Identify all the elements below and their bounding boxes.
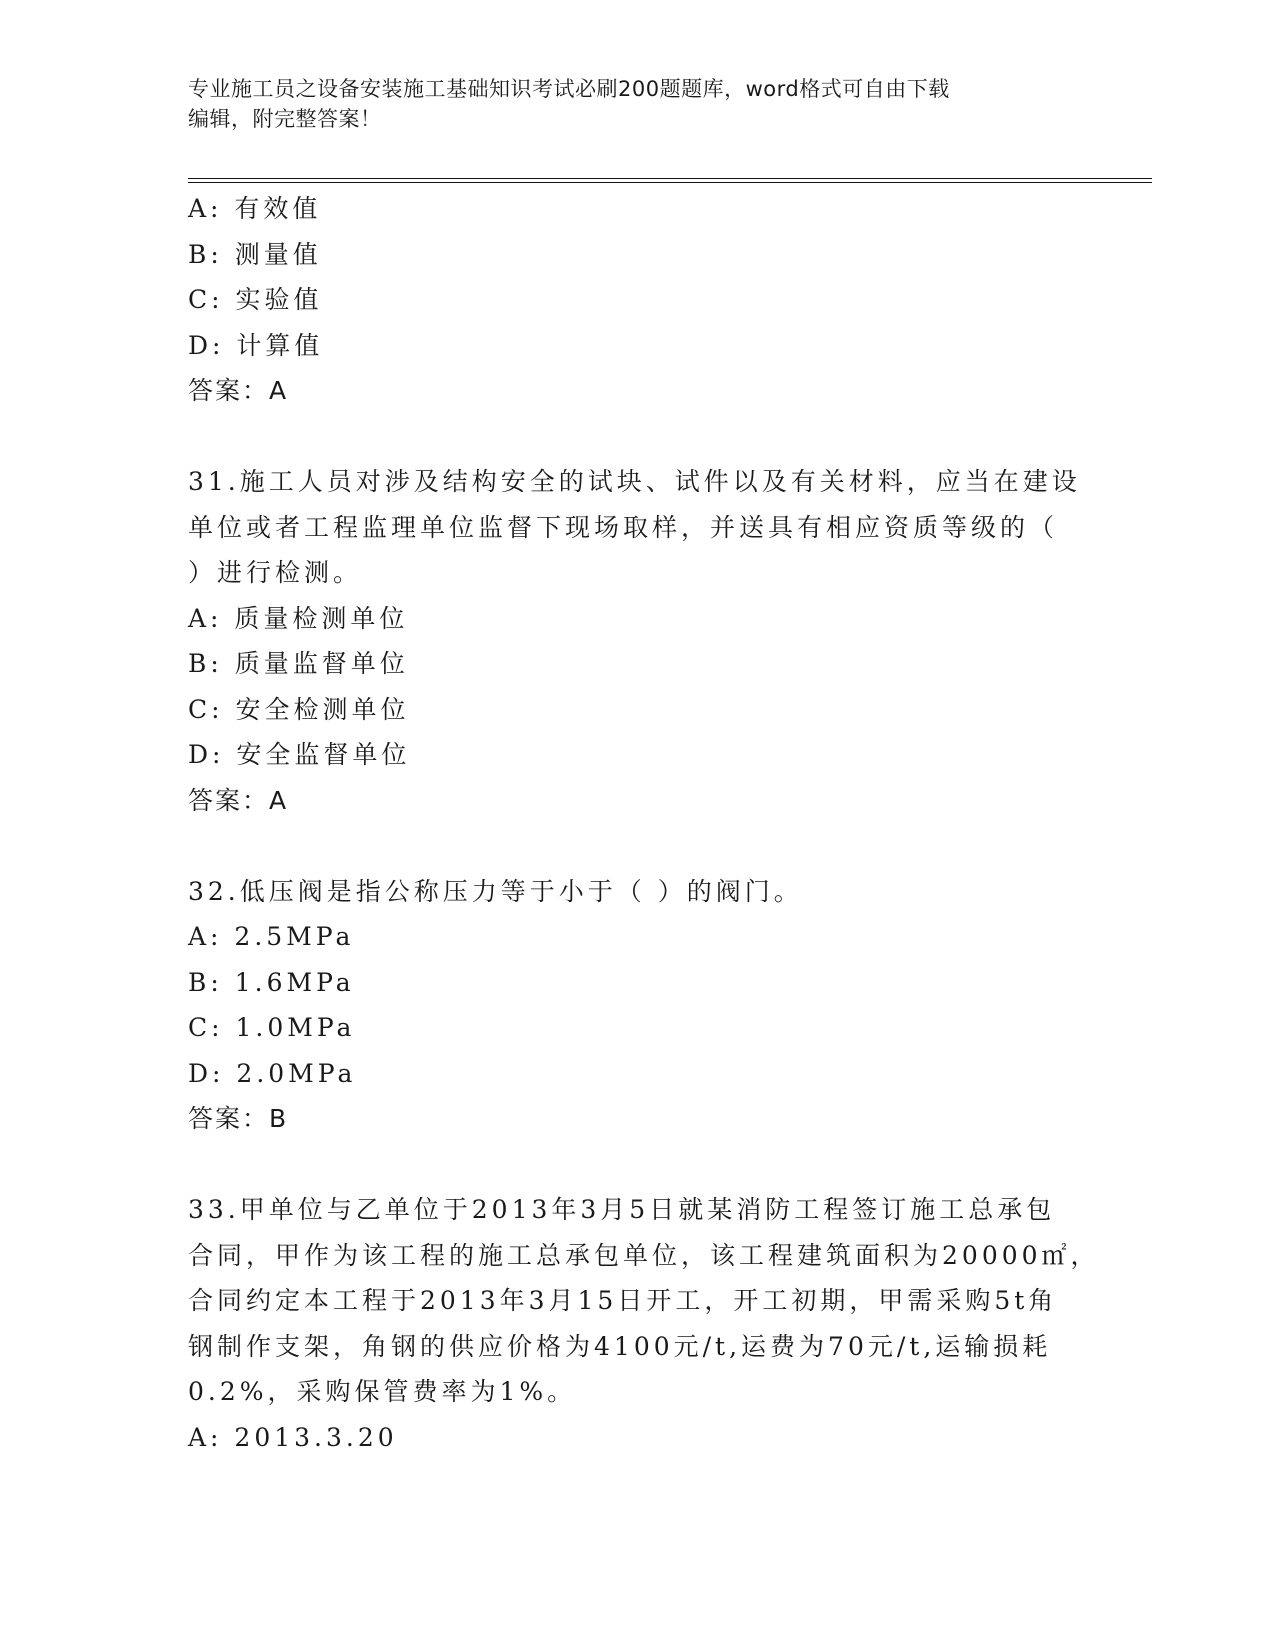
question-stem-line: 0.2%，采购保管费率为1%。 [188, 1377, 577, 1406]
question-32 [188, 869, 1088, 1142]
header-divider-top [188, 178, 1152, 179]
option-d: D: 安全监督单位 [188, 740, 411, 769]
header-divider-bottom [188, 182, 1152, 183]
option-a: A: 2013.3.20 [188, 1422, 398, 1452]
option-d: D: 计算值 [188, 330, 324, 360]
question-31 [188, 459, 1088, 823]
question-stem-line: 合同，甲作为该工程的施工总承包单位，该工程建筑面积为20000㎡， [188, 1240, 1100, 1270]
question-content [188, 186, 1100, 1460]
question-stem-line: 合同约定本工程于2013年3月15日开工，开工初期，甲需采购5t角 [188, 1286, 1058, 1315]
option-c: C: 安全检测单位 [188, 694, 410, 724]
header-line-1: 专业施工员之设备安装施工基础知识考试必刷200题题库，word格式可自由下载 [188, 77, 950, 101]
option-d: D: 2.0MPa [188, 1058, 357, 1088]
header-line-2: 编辑，附完整答案！ [188, 107, 382, 131]
answer: 答案：A [188, 785, 289, 815]
option-c: C: 实验值 [188, 285, 323, 314]
spacer [188, 823, 1088, 869]
question-stem-line: ）进行检测。 [188, 558, 363, 587]
question-stem-line: 钢制作支架，角钢的供应价格为4100元/t,运费为70元/t,运输损耗 [188, 1331, 1052, 1361]
answer: 答案：B [188, 1104, 289, 1133]
document-header [188, 74, 1068, 134]
option-b: B: 质量监督单位 [188, 649, 409, 678]
answer: 答案：A [188, 376, 289, 405]
option-a: A: 有效值 [188, 194, 322, 223]
question-stem-line: 33.甲单位与乙单位于2013年3月5日就某消防工程签订施工总承包 [188, 1195, 1056, 1224]
option-a: A: 2.5MPa [188, 922, 355, 951]
question-33 [188, 1187, 1100, 1460]
question-30 [188, 186, 1088, 414]
question-stem-line: 31.施工人员对涉及结构安全的试块、试件以及有关材料，应当在建设 [188, 467, 1081, 496]
option-b: B: 测量值 [188, 239, 322, 269]
question-stem-line: 单位或者工程监理单位监督下现场取样，并送具有相应资质等级的（ [188, 512, 1059, 542]
spacer [188, 414, 1088, 460]
option-c: C: 1.0MPa [188, 1013, 356, 1042]
question-stem-line: 32.低压阀是指公称压力等于小于（ ）的阀门。 [188, 876, 803, 906]
option-a: A: 质量检测单位 [188, 603, 409, 633]
option-b: B: 1.6MPa [188, 967, 355, 997]
spacer [188, 1142, 1088, 1188]
